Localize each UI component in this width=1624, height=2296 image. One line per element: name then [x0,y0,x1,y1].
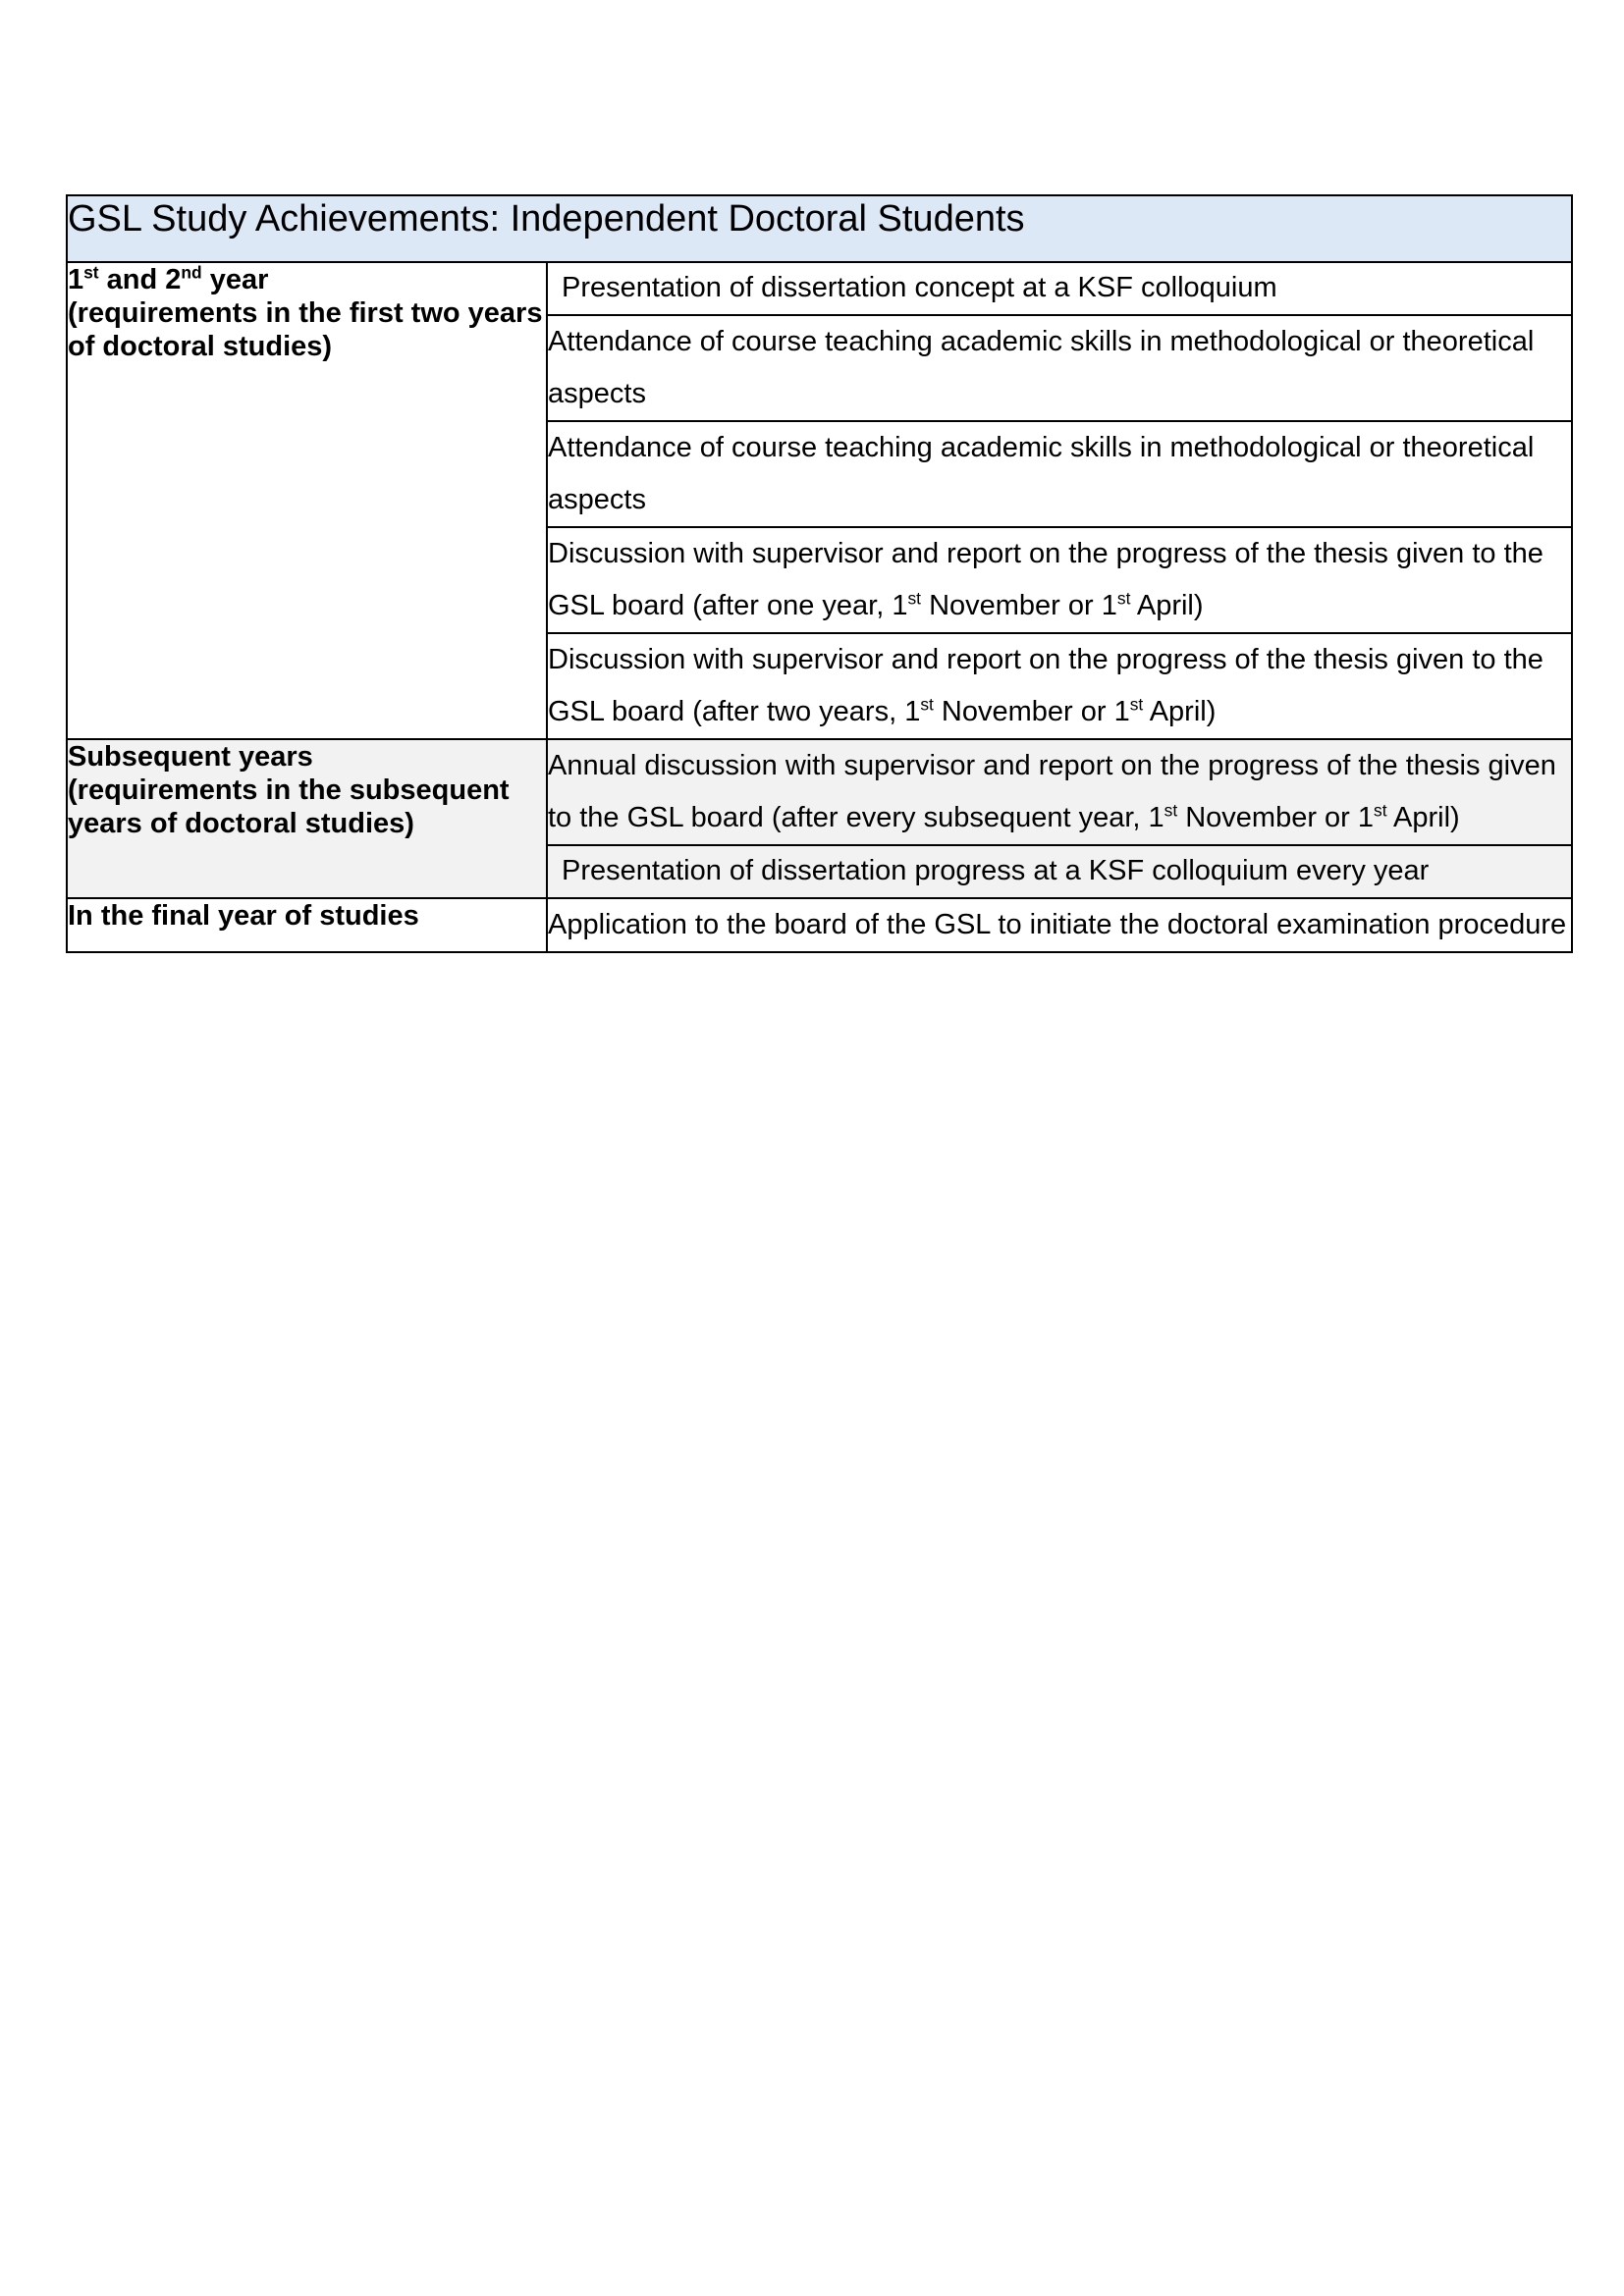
table-row [67,739,1572,845]
table-title: GSL Study Achievements: Independent Doctoral Students [67,195,1572,262]
requirement-item: Attendance of course teaching academic skills in methodological or theoretical aspects [547,315,1572,421]
table-row [67,262,1572,315]
group-label-final-year: In the final year of studies [67,898,547,952]
requirement-item: Discussion with supervisor and report on the progress of the thesis given to the GSL board (after two years, 1st November or 1st April) [547,633,1572,739]
requirement-item: Discussion with supervisor and report on the progress of the thesis given to the GSL board (after one year, 1st November or 1st April) [547,527,1572,633]
requirement-item: Annual discussion with supervisor and report on the progress of the thesis given to the GSL board (after every subsequent year, 1st November or 1st April) [547,739,1572,845]
study-achievements-table [66,194,1573,953]
requirement-item: Presentation of dissertation progress at a KSF colloquium every year [547,845,1572,898]
table-title-row [67,195,1572,262]
requirement-item: Application to the board of the GSL to initiate the doctoral examination procedure [547,898,1572,952]
requirement-item: Presentation of dissertation concept at a KSF colloquium [547,262,1572,315]
requirement-item: Attendance of course teaching academic skills in methodological or theoretical aspects [547,421,1572,527]
group-label-first-two-years: 1st and 2nd year (requirements in the first two years of doctoral studies) [67,262,547,739]
group-label-subsequent-years: Subsequent years (requirements in the subsequent years of doctoral studies) [67,739,547,898]
table-row [67,898,1572,952]
